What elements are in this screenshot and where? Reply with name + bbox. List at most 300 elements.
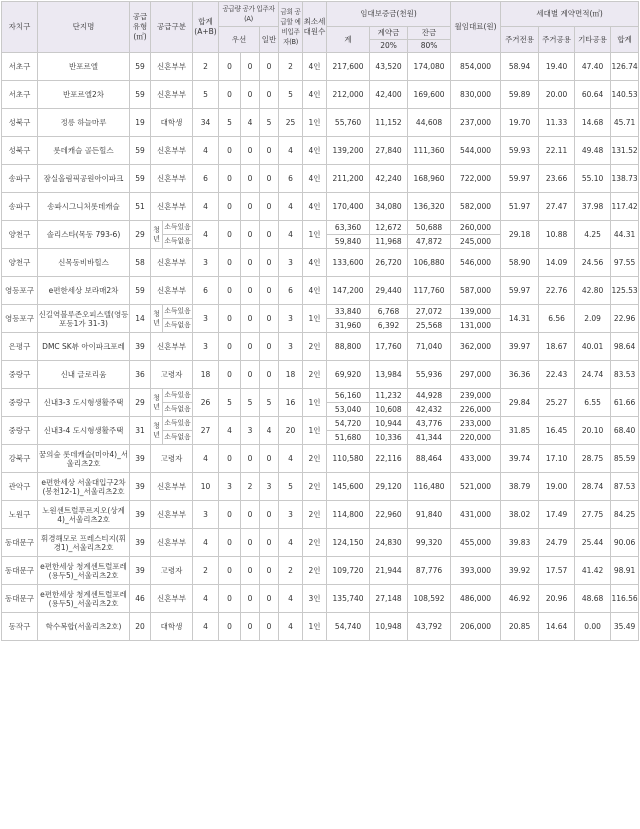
general-cell: 0 xyxy=(260,165,279,193)
area-common-cell: 11.33 xyxy=(539,109,575,137)
complex-name-cell: DMC SK뷰 아이파크포레 xyxy=(38,333,130,361)
district-cell: 송파구 xyxy=(2,193,38,221)
area-private-cell: 46.92 xyxy=(501,585,539,613)
rent-cell: 362,000 xyxy=(451,333,501,361)
contract-cell: 42,240 xyxy=(370,165,408,193)
total-cell: 4 xyxy=(193,529,219,557)
header-supply-type: 공급유형(㎡) xyxy=(130,2,151,53)
supply-type-cell: 59 xyxy=(130,53,151,81)
general-cell: 5 xyxy=(260,389,279,417)
category-cell: 신혼부부 xyxy=(151,529,193,557)
min-household-cell: 4인 xyxy=(303,137,327,165)
min-household-cell: 4인 xyxy=(303,249,327,277)
area-other-cell: 47.40 xyxy=(575,53,611,81)
supply-type-cell: 39 xyxy=(130,333,151,361)
deposit-cell: 59,840 xyxy=(327,235,370,249)
category-cell: 청년 xyxy=(151,417,163,445)
complex-name-cell: 꿈의숲 롯데캐슬(미아4)_서울리츠2호 xyxy=(38,445,130,473)
rental-supply-table xyxy=(1,1,639,641)
area-common-cell: 25.27 xyxy=(539,389,575,417)
total-cell: 26 xyxy=(193,389,219,417)
header-rent: 월임대료(원) xyxy=(451,2,501,53)
district-cell: 성북구 xyxy=(2,109,38,137)
district-cell: 양천구 xyxy=(2,249,38,277)
priority-cell: 0 xyxy=(241,529,260,557)
table-row xyxy=(2,557,639,585)
area-private-cell: 29.84 xyxy=(501,389,539,417)
area-other-cell: 28.74 xyxy=(575,473,611,501)
header-area-private: 주거전용 xyxy=(501,27,539,53)
area-common-cell: 22.43 xyxy=(539,361,575,389)
min-household-cell: 4인 xyxy=(303,165,327,193)
priority-cell: 0 xyxy=(241,445,260,473)
complex-name-cell: 신내3-3 도시형생활주택 xyxy=(38,389,130,417)
rent-cell: 486,000 xyxy=(451,585,501,613)
contract-cell: 27,148 xyxy=(370,585,408,613)
table-row xyxy=(2,613,639,641)
recovered-cell: 0 xyxy=(219,445,241,473)
area-other-cell: 24.74 xyxy=(575,361,611,389)
area-total-cell: 97.55 xyxy=(611,249,639,277)
rent-cell: 544,000 xyxy=(451,137,501,165)
deposit-cell: 53,040 xyxy=(327,403,370,417)
area-private-cell: 19.70 xyxy=(501,109,539,137)
complex-name-cell: 신길역블루존오피스텔(영등포동1가 31-3) xyxy=(38,305,130,333)
area-total-cell: 83.53 xyxy=(611,361,639,389)
balance-cell: 116,480 xyxy=(408,473,451,501)
balance-cell: 25,568 xyxy=(408,319,451,333)
recovered-cell: 0 xyxy=(219,221,241,249)
deposit-cell: 55,760 xyxy=(327,109,370,137)
reserve-cell: 18 xyxy=(279,361,303,389)
balance-cell: 42,432 xyxy=(408,403,451,417)
income-no-cell: 소득없음 xyxy=(163,235,193,249)
category-cell: 신혼부부 xyxy=(151,81,193,109)
general-cell: 0 xyxy=(260,445,279,473)
area-total-cell: 68.40 xyxy=(611,417,639,445)
table-row xyxy=(2,529,639,557)
table-row xyxy=(2,137,639,165)
table-row xyxy=(2,221,639,235)
category-cell: 신혼부부 xyxy=(151,277,193,305)
priority-cell: 2 xyxy=(241,473,260,501)
district-cell: 중랑구 xyxy=(2,417,38,445)
complex-name-cell: 노원센트럴푸르지오(상계4)_서울리츠2호 xyxy=(38,501,130,529)
contract-cell: 22,116 xyxy=(370,445,408,473)
min-household-cell: 3인 xyxy=(303,585,327,613)
deposit-cell: 217,600 xyxy=(327,53,370,81)
income-no-cell: 소득없음 xyxy=(163,403,193,417)
general-cell: 0 xyxy=(260,81,279,109)
balance-cell: 47,872 xyxy=(408,235,451,249)
reserve-cell: 6 xyxy=(279,277,303,305)
reserve-cell: 20 xyxy=(279,417,303,445)
general-cell: 0 xyxy=(260,193,279,221)
area-other-cell: 24.56 xyxy=(575,249,611,277)
header-min-household: 최소세대원수 xyxy=(303,2,327,53)
total-cell: 10 xyxy=(193,473,219,501)
min-household-cell: 1인 xyxy=(303,221,327,249)
contract-cell: 42,400 xyxy=(370,81,408,109)
area-common-cell: 14.64 xyxy=(539,613,575,641)
header-reserve: 금회 공급할 예비입주자(B) xyxy=(279,2,303,53)
reserve-cell: 4 xyxy=(279,613,303,641)
area-private-cell: 20.85 xyxy=(501,613,539,641)
category-cell: 신혼부부 xyxy=(151,137,193,165)
category-cell: 신혼부부 xyxy=(151,473,193,501)
area-common-cell: 18.67 xyxy=(539,333,575,361)
category-cell: 신혼부부 xyxy=(151,165,193,193)
total-cell: 4 xyxy=(193,193,219,221)
area-common-cell: 23.66 xyxy=(539,165,575,193)
rent-cell: 582,000 xyxy=(451,193,501,221)
reserve-cell: 5 xyxy=(279,81,303,109)
general-cell: 0 xyxy=(260,333,279,361)
balance-cell: 87,776 xyxy=(408,557,451,585)
area-total-cell: 84.25 xyxy=(611,501,639,529)
area-total-cell: 85.59 xyxy=(611,445,639,473)
supply-type-cell: 59 xyxy=(130,137,151,165)
rent-cell: 722,000 xyxy=(451,165,501,193)
supply-type-cell: 20 xyxy=(130,613,151,641)
header-dep-contract: 계약금 xyxy=(370,27,408,40)
recovered-cell: 0 xyxy=(219,585,241,613)
priority-cell: 3 xyxy=(241,417,260,445)
area-common-cell: 22.76 xyxy=(539,277,575,305)
supply-type-cell: 39 xyxy=(130,473,151,501)
rent-cell: 433,000 xyxy=(451,445,501,473)
area-private-cell: 31.85 xyxy=(501,417,539,445)
reserve-cell: 4 xyxy=(279,221,303,249)
balance-cell: 88,464 xyxy=(408,445,451,473)
priority-cell: 0 xyxy=(241,277,260,305)
balance-cell: 43,792 xyxy=(408,613,451,641)
reserve-cell: 3 xyxy=(279,333,303,361)
general-cell: 0 xyxy=(260,53,279,81)
area-private-cell: 38.02 xyxy=(501,501,539,529)
area-common-cell: 17.10 xyxy=(539,445,575,473)
complex-name-cell: 롯데캐슬 골든힐스 xyxy=(38,137,130,165)
category-cell: 대학생 xyxy=(151,109,193,137)
area-other-cell: 42.80 xyxy=(575,277,611,305)
category-cell: 신혼부부 xyxy=(151,53,193,81)
district-cell: 성북구 xyxy=(2,137,38,165)
balance-cell: 169,600 xyxy=(408,81,451,109)
reserve-cell: 3 xyxy=(279,305,303,333)
contract-cell: 34,080 xyxy=(370,193,408,221)
district-cell: 영등포구 xyxy=(2,305,38,333)
supply-type-cell: 46 xyxy=(130,585,151,613)
supply-type-cell: 36 xyxy=(130,361,151,389)
balance-cell: 43,776 xyxy=(408,417,451,431)
table-row xyxy=(2,53,639,81)
income-no-cell: 소득없음 xyxy=(163,319,193,333)
min-household-cell: 4인 xyxy=(303,277,327,305)
total-cell: 3 xyxy=(193,501,219,529)
area-total-cell: 35.49 xyxy=(611,613,639,641)
area-other-cell: 25.44 xyxy=(575,529,611,557)
table-row xyxy=(2,109,639,137)
rent-cell: 455,000 xyxy=(451,529,501,557)
area-total-cell: 98.91 xyxy=(611,557,639,585)
general-cell: 0 xyxy=(260,361,279,389)
area-private-cell: 39.97 xyxy=(501,333,539,361)
complex-name-cell: 신목동비바힐스 xyxy=(38,249,130,277)
total-cell: 6 xyxy=(193,277,219,305)
header-area-common: 주거공용 xyxy=(539,27,575,53)
rent-cell: 226,000 xyxy=(451,403,501,417)
area-private-cell: 58.90 xyxy=(501,249,539,277)
general-cell: 0 xyxy=(260,249,279,277)
balance-cell: 136,320 xyxy=(408,193,451,221)
general-cell: 0 xyxy=(260,137,279,165)
complex-name-cell: 신내3-4 도시형생활주택 xyxy=(38,417,130,445)
balance-cell: 71,040 xyxy=(408,333,451,361)
header-area-other: 기타공용 xyxy=(575,27,611,53)
table-row xyxy=(2,193,639,221)
rent-cell: 854,000 xyxy=(451,53,501,81)
contract-cell: 11,152 xyxy=(370,109,408,137)
contract-cell: 43,520 xyxy=(370,53,408,81)
reserve-cell: 4 xyxy=(279,529,303,557)
general-cell: 0 xyxy=(260,529,279,557)
deposit-cell: 170,400 xyxy=(327,193,370,221)
contract-cell: 6,392 xyxy=(370,319,408,333)
rent-cell: 260,000 xyxy=(451,221,501,235)
reserve-cell: 2 xyxy=(279,53,303,81)
table-row xyxy=(2,501,639,529)
district-cell: 중랑구 xyxy=(2,361,38,389)
district-cell: 서초구 xyxy=(2,53,38,81)
area-total-cell: 117.42 xyxy=(611,193,639,221)
deposit-cell: 51,680 xyxy=(327,431,370,445)
table-row xyxy=(2,81,639,109)
deposit-cell: 63,360 xyxy=(327,221,370,235)
rent-cell: 239,000 xyxy=(451,389,501,403)
deposit-cell: 54,720 xyxy=(327,417,370,431)
area-other-cell: 27.75 xyxy=(575,501,611,529)
balance-cell: 174,080 xyxy=(408,53,451,81)
area-total-cell: 44.31 xyxy=(611,221,639,249)
min-household-cell: 2인 xyxy=(303,473,327,501)
balance-cell: 44,608 xyxy=(408,109,451,137)
district-cell: 동작구 xyxy=(2,613,38,641)
priority-cell: 0 xyxy=(241,613,260,641)
area-private-cell: 59.97 xyxy=(501,165,539,193)
area-total-cell: 90.06 xyxy=(611,529,639,557)
balance-cell: 99,320 xyxy=(408,529,451,557)
priority-cell: 0 xyxy=(241,333,260,361)
reserve-cell: 3 xyxy=(279,249,303,277)
supply-type-cell: 39 xyxy=(130,501,151,529)
contract-cell: 10,336 xyxy=(370,431,408,445)
category-cell: 청년 xyxy=(151,389,163,417)
header-priority: 우선 xyxy=(219,27,260,53)
table-body xyxy=(2,53,639,641)
area-other-cell: 6.55 xyxy=(575,389,611,417)
min-household-cell: 4인 xyxy=(303,53,327,81)
table-row xyxy=(2,473,639,501)
area-other-cell: 2.09 xyxy=(575,305,611,333)
deposit-cell: 135,740 xyxy=(327,585,370,613)
recovered-cell: 0 xyxy=(219,305,241,333)
area-common-cell: 27.47 xyxy=(539,193,575,221)
header-district: 자치구 xyxy=(2,2,38,53)
income-no-cell: 소득없음 xyxy=(163,431,193,445)
area-common-cell: 14.09 xyxy=(539,249,575,277)
rent-cell: 237,000 xyxy=(451,109,501,137)
area-private-cell: 59.89 xyxy=(501,81,539,109)
balance-cell: 106,880 xyxy=(408,249,451,277)
priority-cell: 0 xyxy=(241,585,260,613)
contract-cell: 24,830 xyxy=(370,529,408,557)
rent-cell: 245,000 xyxy=(451,235,501,249)
supply-type-cell: 59 xyxy=(130,165,151,193)
category-cell: 신혼부부 xyxy=(151,501,193,529)
min-household-cell: 1인 xyxy=(303,389,327,417)
header-pct80: 80% xyxy=(408,40,451,53)
rent-cell: 131,000 xyxy=(451,319,501,333)
area-other-cell: 40.01 xyxy=(575,333,611,361)
contract-cell: 6,768 xyxy=(370,305,408,319)
area-private-cell: 36.36 xyxy=(501,361,539,389)
contract-cell: 12,672 xyxy=(370,221,408,235)
reserve-cell: 25 xyxy=(279,109,303,137)
reserve-cell: 16 xyxy=(279,389,303,417)
area-total-cell: 125.53 xyxy=(611,277,639,305)
area-other-cell: 49.48 xyxy=(575,137,611,165)
area-common-cell: 22.11 xyxy=(539,137,575,165)
area-common-cell: 6.56 xyxy=(539,305,575,333)
recovered-cell: 3 xyxy=(219,473,241,501)
deposit-cell: 124,150 xyxy=(327,529,370,557)
area-total-cell: 45.71 xyxy=(611,109,639,137)
header-total: 합계(A+B) xyxy=(193,2,219,53)
balance-cell: 44,928 xyxy=(408,389,451,403)
category-cell: 신혼부부 xyxy=(151,333,193,361)
complex-name-cell: 송파시그니처롯데캐슬 xyxy=(38,193,130,221)
complex-name-cell: 솔리스타(목동 793-6) xyxy=(38,221,130,249)
supply-type-cell: 29 xyxy=(130,389,151,417)
header-deposit: 임대보증금(천원) xyxy=(327,2,451,27)
header-dep-total: 계 xyxy=(327,27,370,53)
total-cell: 4 xyxy=(193,221,219,249)
supply-type-cell: 59 xyxy=(130,277,151,305)
general-cell: 0 xyxy=(260,277,279,305)
total-cell: 4 xyxy=(193,137,219,165)
deposit-cell: 33,840 xyxy=(327,305,370,319)
supply-type-cell: 29 xyxy=(130,221,151,249)
district-cell: 동대문구 xyxy=(2,557,38,585)
category-cell: 고령자 xyxy=(151,445,193,473)
header-recovered: 공급량 공가 입주자(A) xyxy=(219,2,279,27)
supply-type-cell: 19 xyxy=(130,109,151,137)
area-common-cell: 17.57 xyxy=(539,557,575,585)
contract-cell: 13,984 xyxy=(370,361,408,389)
area-total-cell: 138.73 xyxy=(611,165,639,193)
area-total-cell: 22.96 xyxy=(611,305,639,333)
rent-cell: 393,000 xyxy=(451,557,501,585)
total-cell: 18 xyxy=(193,361,219,389)
balance-cell: 111,360 xyxy=(408,137,451,165)
category-cell: 청년 xyxy=(151,221,163,249)
table-row xyxy=(2,277,639,305)
complex-name-cell: 신내 글로리움 xyxy=(38,361,130,389)
recovered-cell: 0 xyxy=(219,501,241,529)
deposit-cell: 110,580 xyxy=(327,445,370,473)
recovered-cell: 0 xyxy=(219,613,241,641)
area-other-cell: 48.68 xyxy=(575,585,611,613)
complex-name-cell: e편한세상 서울대입구2차(봉천12-1)_서울리츠2호 xyxy=(38,473,130,501)
recovered-cell: 0 xyxy=(219,193,241,221)
district-cell: 강북구 xyxy=(2,445,38,473)
table-row xyxy=(2,585,639,613)
min-household-cell: 1인 xyxy=(303,109,327,137)
deposit-cell: 54,740 xyxy=(327,613,370,641)
district-cell: 양천구 xyxy=(2,221,38,249)
balance-cell: 27,072 xyxy=(408,305,451,319)
deposit-cell: 212,000 xyxy=(327,81,370,109)
income-yes-cell: 소득있음 xyxy=(163,305,193,319)
total-cell: 6 xyxy=(193,165,219,193)
general-cell: 0 xyxy=(260,305,279,333)
deposit-cell: 133,600 xyxy=(327,249,370,277)
area-common-cell: 17.49 xyxy=(539,501,575,529)
recovered-cell: 5 xyxy=(219,389,241,417)
recovered-cell: 4 xyxy=(219,417,241,445)
table-row xyxy=(2,333,639,361)
priority-cell: 0 xyxy=(241,305,260,333)
area-common-cell: 16.45 xyxy=(539,417,575,445)
priority-cell: 0 xyxy=(241,193,260,221)
balance-cell: 117,760 xyxy=(408,277,451,305)
category-cell: 청년 xyxy=(151,305,163,333)
recovered-cell: 0 xyxy=(219,81,241,109)
area-total-cell: 126.74 xyxy=(611,53,639,81)
total-cell: 2 xyxy=(193,53,219,81)
min-household-cell: 1인 xyxy=(303,417,327,445)
complex-name-cell: 반포르엘 xyxy=(38,53,130,81)
complex-name-cell: 반포르엘2차 xyxy=(38,81,130,109)
category-cell: 신혼부부 xyxy=(151,193,193,221)
rent-cell: 587,000 xyxy=(451,277,501,305)
header-area: 세대별 계약면적(㎡) xyxy=(501,2,639,27)
recovered-cell: 0 xyxy=(219,361,241,389)
min-household-cell: 2인 xyxy=(303,529,327,557)
complex-name-cell: 학수복합(서울리츠2호) xyxy=(38,613,130,641)
area-private-cell: 39.74 xyxy=(501,445,539,473)
total-cell: 3 xyxy=(193,249,219,277)
contract-cell: 10,948 xyxy=(370,613,408,641)
contract-cell: 11,232 xyxy=(370,389,408,403)
general-cell: 0 xyxy=(260,585,279,613)
complex-name-cell: e편한세상 청계센트럴포레(용두5)_서울리츠2호 xyxy=(38,585,130,613)
priority-cell: 5 xyxy=(241,389,260,417)
general-cell: 0 xyxy=(260,557,279,585)
general-cell: 3 xyxy=(260,473,279,501)
table-header xyxy=(2,2,639,53)
reserve-cell: 2 xyxy=(279,557,303,585)
header-category: 공급구분 xyxy=(151,2,193,53)
area-private-cell: 59.93 xyxy=(501,137,539,165)
supply-type-cell: 58 xyxy=(130,249,151,277)
contract-cell: 26,720 xyxy=(370,249,408,277)
complex-name-cell: 잠실올림픽공원아이파크 xyxy=(38,165,130,193)
supply-type-cell: 51 xyxy=(130,193,151,221)
recovered-cell: 0 xyxy=(219,557,241,585)
area-private-cell: 59.97 xyxy=(501,277,539,305)
deposit-cell: 147,200 xyxy=(327,277,370,305)
